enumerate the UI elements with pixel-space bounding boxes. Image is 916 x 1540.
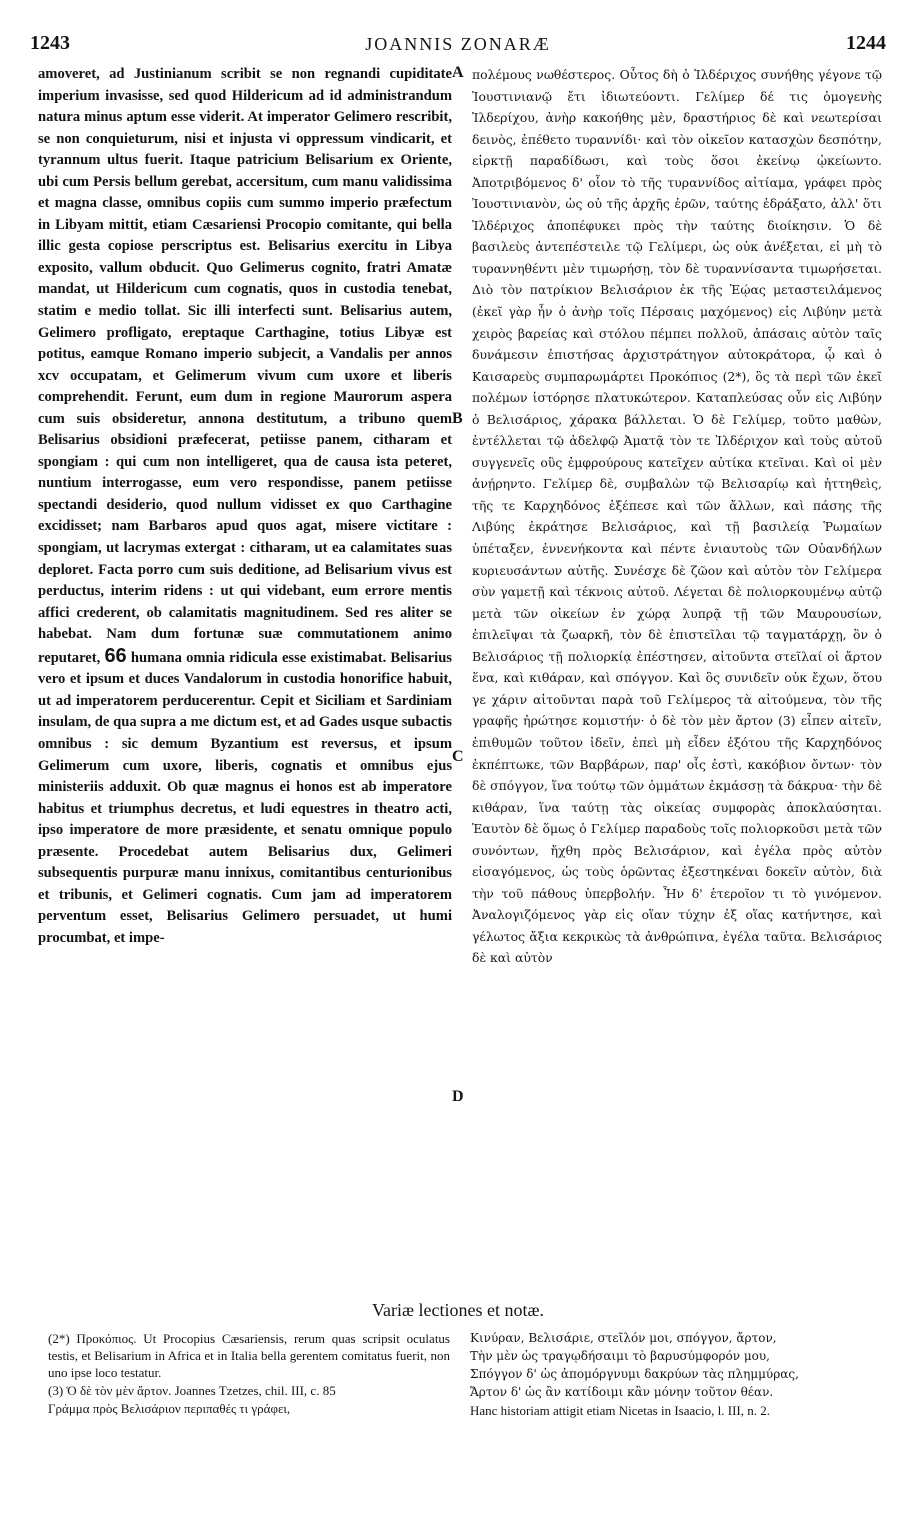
- note-verse-4: Σπόγγον δ' ὡς ἀπομόργνυμι δακρύων τὰς πλημμύρας,: [470, 1367, 799, 1381]
- latin-text-part1: amoveret, ad Justinianum scribit se non regnandi cupiditate imperium invasisse, sed quod Hildericum ad id administrandum natura minus aptum esse viderit. At imperator Gelimero rescribit, se non conquieturum, nisi et injusta vi oppressum vindicarit, et tyrannum ultus fuerit. Itaque patricium Belisarium ex Oriente, ubi cum Persis bellum gerebat, accersitum, cum manu validissima et magna classe, omnibus copiis cum summo imperio præfectum in Libyam mittit, etiam Cæsariensi Procopio comitante, qui bella illic gesta copiose perscriptus est. Belisarius exercitu in Libya exposito, vallum obducit. Quo Gelimerus cognito, fratri Amatæ mandat, ut Hildericum cum cognatis, quos in custodia tenebat, statim e medio tollat. Sic illi interfecti sunt. Belisarius autem, Gelimero profligato, ereptaque Carthagine, totius Libyæ est potitus, eamque Romano imperio subjecit, a Vandalis per annos xcv occupatam, et Gelimerum vivum cum uxore et liberis comprehendit. Ferunt, eum dum in regione Maurorum aspera cum suis obsideretur, annona destitutum, a tribuno quem Belisarius obsidioni præfecerat, petiisse panem, citharam et spongiam : qui cum non intelligeret, qua de causa ista peteret, nuntium interrogasse, eum vero respondisse, panem petiisse spectandi desiderio, quod nullum vidisset ex quo Carthagine excidisset; nam Barbaros apud quos agat, misere victitare : spongiam, ut lacrymas extergat : citharam, ut ea calamitates suas deploret. Facta porro cum suis deditione, ad Belisarium vivus est perductus, interim ridens : ut qui videbant, eum errore mentis affici crederent, ob calamitatis magnitudinem. Sed res aliter se habebat. Nam dum fortunæ suæ commutationem animo reputaret,: [38, 66, 452, 666]
- page-marker-number: 66: [104, 644, 127, 667]
- notes-title: Variæ lectiones et notæ.: [372, 1300, 544, 1320]
- section-marker-b: B: [452, 410, 463, 427]
- note-tzetzes-verse-1: Γράμμα πρὸς Βελισάριον περιπαθές τι γράφει,: [48, 1401, 291, 1416]
- note-nicetas: Hanc historiam attigit etiam Nicetas in Isaacio, l. III, n. 2.: [470, 1403, 770, 1418]
- notes-left: [48, 1330, 450, 1418]
- latin-text: [38, 64, 452, 949]
- note-procopius: (2*) Προκόπιος. Ut Procopius Cæsariensis, rerum quas scripsit oculatus testis, et Belisarium in Africa et in Italia bella gerentem comitatus fuerit, non uno ipse loco testatur.: [48, 1331, 450, 1380]
- notes-right: [470, 1330, 882, 1420]
- note-tzetzes: (3) Ὁ δὲ τὸν μὲν ἄρτον. Joannes Tzetzes, chil. III, c. 85: [48, 1383, 336, 1398]
- page-header: [30, 32, 886, 58]
- section-marker-a: A: [452, 64, 464, 81]
- latin-column: [38, 64, 452, 946]
- latin-text-part2: humana omnia ridicula esse existimabat. Belisarius vero et ipsum et duces Vandalorum in custodia honorifice habuit, ut ad imperatorem perducerentur. Cepit et Siciliam et Sardiniam insulam, de qua supra a me dictum est, et ad Gades usque subactis omnibus : sic demum Byzantium est reversus, et ipsum Gelimerum cum uxore, liberis, cognatis et omnibus ejus ministeriis adduxit. Ob quæ magnus ei honos est ab imperatore habitus et triumphus decretus, et ludi equestres in theatro acti, ipso imperatore de more præsidente, et senatu omnique populo præsente. Procedebat autem Belisarius dux, Gelimeri subsequentis purpuræ manu innixus, comitantibus centurionibus et tribunis, et Gelimeri cognatis. Cum jam ad imperatorem perventum esset, Belisarius Gelimero persuadet, ut humi procumbat, et impe-: [38, 649, 452, 946]
- note-verse-3: Τὴν μὲν ὡς τραγῳδήσαιμι τὸ βαρυσύμφορόν μου,: [470, 1349, 770, 1363]
- page-number-right: 1244: [846, 32, 886, 54]
- greek-column: [472, 64, 882, 966]
- greek-text: πολέμους νωθέστερος. Οὗτος δὴ ὁ Ἰλδέριχος συνήθης γέγονε τῷ Ἰουστινιανῷ ἔτι ἰδιωτεύοντι. Γελίμερ δέ τις ὁμογενὴς Ἰλδερίχου, ἀνὴρ κακοήθης μὲν, δραστήριος δὲ καὶ νεωτερίσαι δεινὸς, ἐπέθετο τυραννίδι· καὶ τὸν οἰκεῖον κατασχὼν δεσπότην, εἱρκτῇ παραδίδωσι, καὶ τοὺς ὅσοι ἐκείνῳ ᾠκείωντο. Ἀποτριβόμενος δ' οἷον τὸ τῆς τυραννίδος αἰτίαμα, γράφει πρὸς Ἰουστινιανὸν, ὡς οὐ τῆς ἀρχῆς ἐρῶν, ταύτης ἐδράξατο, ἀλλ' ὅτι Ἰλδέριχος ἀποπέφυκει πρὸς τὴν ταύτης διοίκησιν. Ὁ δὲ βασιλεὺς ἀντεπέστειλε τῷ Γελίμερι, ὡς οὐκ ἀνέξεται, εἰ μὴ τὸ τυραννηθέντι μὲν τιμωρήσῃ, τὸν δὲ τυραννίσαντα τιμωρήσεται. Διὸ τὸν πατρίκιον Βελισάριον ἐκ τῆς Ἑῴας μεταστειλάμενος (ἐκεῖ γὰρ ἦν ὁ ἀνὴρ τοῖς Πέρσαις μαχόμενος) εἰς Λιβύην μετὰ χειρὸς βαρείας καὶ στόλου πέμπει πολλοῦ, ἁπάσαις αὐτὸν ταῖς δυνάμεσιν ἐπιστήσας ἀρχιστράτηγον αὐτοκράτορα, ᾧ καὶ ὁ Καισαρεὺς συμπαρωμάρτει Προκόπιος (2*), ὃς τὰ περὶ τῶν ἐκεῖ πολέμων ἱστόρησε πλατυκώτερον. Καταπλεύσας οὖν εἰς Λιβύην ὁ Βελισάριος, χάρακα βάλλεται. Ὁ δὲ Γελίμερ, τοῦτο μαθὼν, ἐντέλλεται τῷ ἀδελφῷ Ἀματᾷ τὸν τε Ἰλδέριχον καὶ τοὺς αὐτοῦ συγγενεῖς οὓς ἐμφρούρους κατεῖχεν αὐτίκα κτεῖναι. Καὶ οἱ μὲν ἀνῄρηντο. Γελίμερ δὲ, συμβαλὼν τῷ Βελισαρίῳ καὶ ἡττηθεὶς, τῆς τε Καρχηδόνος ἐξέπεσε καὶ τῶν ἄλλων, καὶ πάσης τῆς Λιβύης ἐκράτησε Βελισάριος, καὶ τῇ βασιλείᾳ Ῥωμαίων ὑπέταξεν, ἐννενήκοντα καὶ πέντε ἐνιαυτοὺς τῶν Οὐανδήλων κυριευσάντων αὐτῆς. Συνέσχε δὲ ζῶον καὶ αὐτὸν τὸν Γελίμερα σὺν γαμετῇ καὶ τέκνοις αὐτοῦ. Λέγεται δὲ πολιορκουμένῳ αὐτῷ μετὰ τῶν οἰκείων ἐν χώρᾳ λυπρᾷ τῇ τῶν Μαυρουσίων, ἐπιλεῖψαι τὰ ζωαρκῆ, τὸν δὲ ἐπιστεῖλαι τῷ ταγματάρχῃ, ὃν ὁ Βελισάριος τῇ πολιορκίᾳ ἐπέστησεν, αἰτοῦντα στεῖλαί οἱ ἄρτον ἕνα, καὶ κιθάραν, καὶ σπόγγον. Καὶ ὃς συνιδεῖν οὐκ ἔχων, ὅτου γε χάριν αἰτοῦνται παρὰ τοῦ Γελίμερος τὰ αἰτούμενα, τὸν τῆς γραφῆς ἠρώτησε κομιστήν· ὁ δὲ τὸν μὲν ἄρτον (3) εἶπεν αἰτεῖν, ἐπιθυμῶν τοῦτον ἰδεῖν, ἐπεὶ μὴ εἶδεν ἐξότου τῆς Καρχηδόνος ἐκπέπτωκε, τῶν Βαρβάρων, παρ' οἷς ἐστὶ, κακόβιον ὄντων· τὸν δὲ σπόγγον, ἵνα τούτῳ τῶν ὀμμάτων ἐκμάσσῃ τὰ δάκρυα· τὴν δὲ κιθάραν, ἵνα ταύτῃ τὰς οἰκείας συμφορὰς ἀποκλαύσηται. Ἑαυτὸν δὲ ὅμως ὁ Γελίμερ παραδοὺς τοῖς πολιορκοῦσι μετὰ τῶν συνόντων, ἤχθη πρὸς Βελισάριον, καὶ ἐγέλα πρὸς αὐτὸν εἰσαγόμενος, ὡς τοὺς ὁρῶντας ἐξεστηκέναι δοκεῖν αὐτὸν, διὰ τὴν τοῦ πάθους ὑπερβολήν. Ἦν δ' ἑτεροῖον τι τὸ γινόμενον. Ἀναλογιζόμενος γὰρ εἰς οἵαν τύχην ἐξ οἵας κατήντησε, καὶ γέλωτος ἄξια κεκρικὼς τὰ ἀνθρώπινα, ἐγέλα ταῦτα. Βελισάριος δὲ καὶ αὐτὸν: [472, 67, 882, 966]
- note-verse-2: Κινύραν, Βελισάριε, στεῖλόν μοι, σπόγγον, ἄρτον,: [470, 1331, 777, 1345]
- page-number-left: 1243: [30, 32, 70, 54]
- running-title: JOANNIS ZONARÆ: [365, 34, 551, 54]
- note-verse-5: Ἄρτον δ' ὡς ἂν κατίδοιμι κἂν μόνην τοῦτον θέαν.: [470, 1385, 774, 1399]
- section-marker-c: C: [452, 748, 464, 765]
- section-marker-d: D: [452, 1088, 464, 1105]
